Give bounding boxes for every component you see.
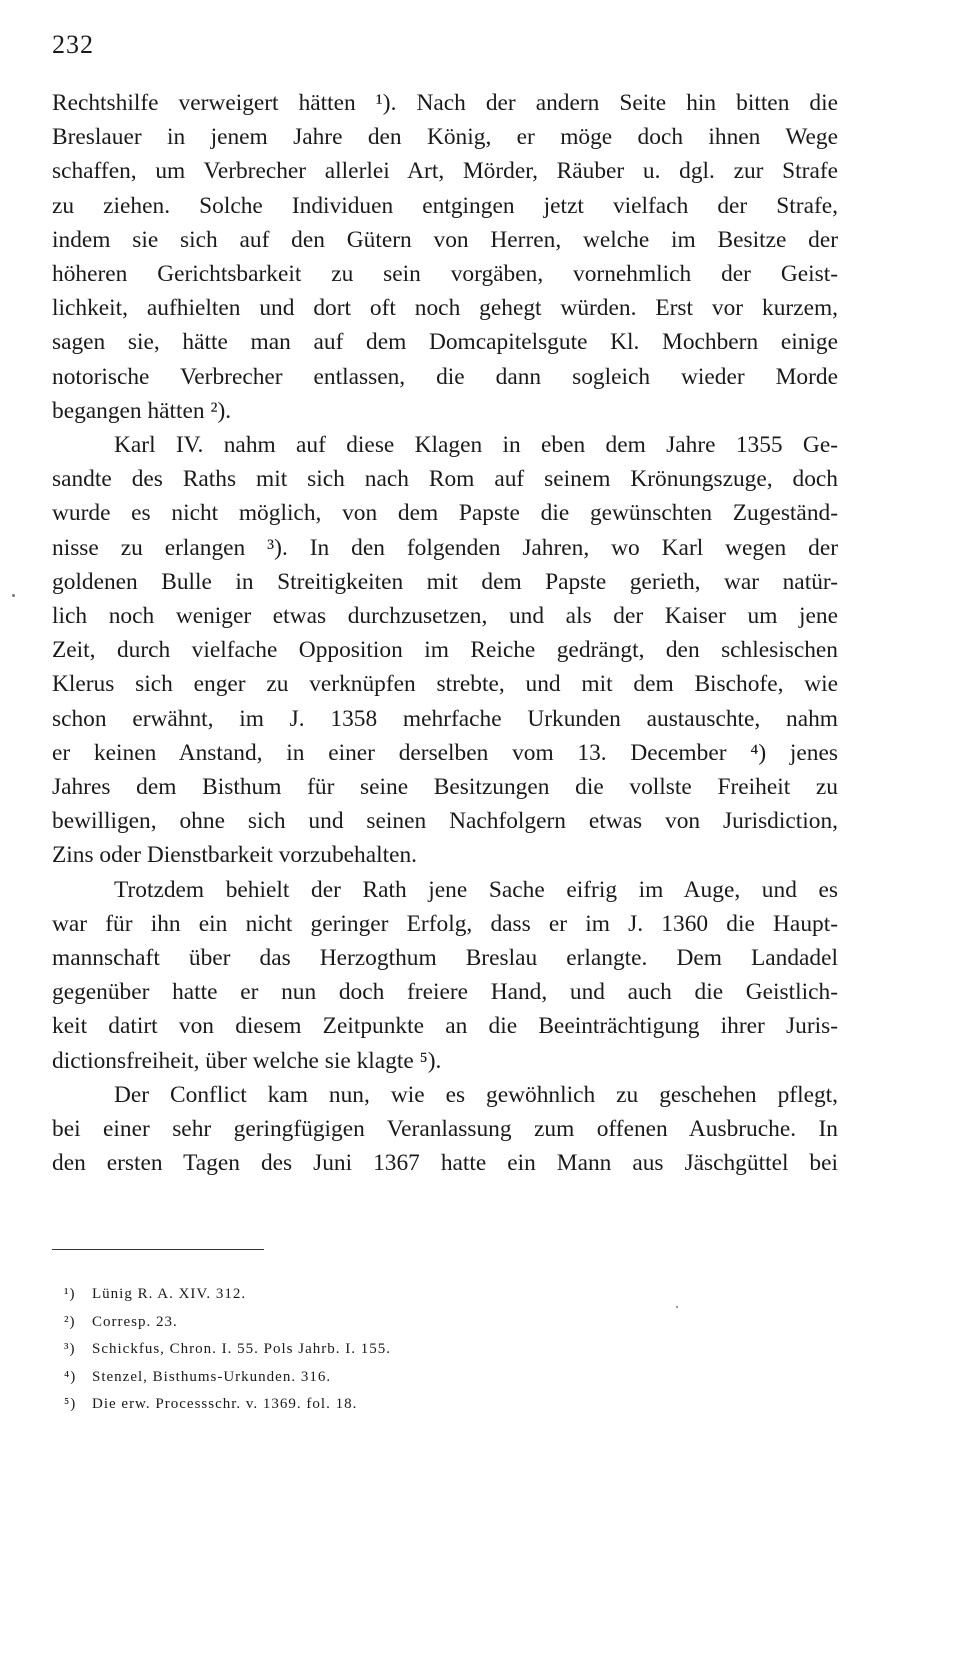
footnote-1 [64, 1281, 391, 1309]
text-line: mannschaft über das Herzogthum Breslau erlangte. Dem Landadel [52, 945, 838, 972]
footnote-text: Corresp. 23. [92, 1313, 178, 1330]
footnote-5 [64, 1391, 391, 1419]
text-line: dictionsfreiheit, über welche sie klagte ⁵). [52, 1047, 442, 1074]
text-line: Klerus sich enger zu verknüpfen strebte, und mit dem Bischofe, wie [52, 671, 838, 698]
footnote-text: Die erw. Processschr. v. 1369. fol. 18. [92, 1396, 358, 1413]
footnote-mark: ³) [64, 1341, 76, 1358]
scan-speck [676, 1306, 678, 1308]
scan-speck [12, 594, 15, 597]
text-line: bei einer sehr geringfügigen Veranlassung zum offenen Ausbruche. In [52, 1116, 838, 1143]
text-line: den ersten Tagen des Juni 1367 hatte ein Mann aus Jäschgüttel bei [52, 1150, 838, 1177]
page-number: 232 [52, 30, 94, 59]
text-line: nisse zu erlangen ³). In den folgenden Jahren, wo Karl wegen der [52, 534, 838, 561]
footnote-mark: ⁵) [64, 1396, 77, 1413]
text-line: lich noch weniger etwas durchzusetzen, und als der Kaiser um jene [52, 603, 838, 630]
paragraph-1 [52, 86, 838, 428]
text-line: begangen hätten ²). [52, 397, 232, 424]
text-line: Rechtshilfe verweigert hätten ¹). Nach der andern Seite hin bitten die [52, 90, 838, 116]
text-line: schaffen, um Verbrecher allerlei Art, Mörder, Räuber u. dgl. zur Strafe [52, 158, 838, 185]
footnote-text: Stenzel, Bisthums-Urkunden. 316. [92, 1368, 332, 1385]
paragraph-4 [52, 1078, 838, 1181]
footnotes [64, 1281, 391, 1419]
text-line: zu ziehen. Solche Individuen entgingen jetzt vielfach der Strafe, [52, 192, 838, 219]
paragraph-3 [52, 873, 838, 1078]
text-line: wurde es nicht möglich, von dem Papste die gewünschten Zugeständ- [52, 500, 838, 527]
text-line: gegenüber hatte er nun doch freiere Hand, und auch die Geistlich- [52, 979, 838, 1006]
text-line: war für ihn ein nicht geringer Erfolg, dass er im J. 1360 die Haupt- [52, 910, 838, 937]
text-line: Jahres dem Bisthum für seine Besitzungen die vollste Freiheit zu [52, 774, 838, 801]
text-line: höheren Gerichtsbarkeit zu sein vorgäben, vornehmlich der Geist- [52, 261, 838, 288]
text-line: er keinen Anstand, in einer derselben vom 13. December ⁴) jenes [52, 739, 838, 766]
footnote-text: Schickfus, Chron. I. 55. Pols Jahrb. I. 155. [92, 1341, 391, 1358]
footnote-3 [64, 1336, 391, 1364]
text-line: keit datirt von diesem Zeitpunkte an die Beeinträchtigung ihrer Juris- [52, 1013, 838, 1040]
text-line: Der Conflict kam nun, wie es gewöhnlich zu geschehen pflegt, [114, 1081, 838, 1108]
footnote-mark: ¹) [64, 1286, 76, 1302]
footnote-4 [64, 1364, 391, 1392]
text-line: Zeit, durch vielfache Opposition im Reiche gedrängt, den schlesischen [52, 637, 838, 664]
text-line: goldenen Bulle in Streitigkeiten mit dem Papste gerieth, war natür- [52, 568, 838, 595]
text-line: Breslauer in jenem Jahre den König, er möge doch ihnen Wege [52, 124, 838, 151]
footnote-2 [64, 1309, 391, 1337]
text-line: Trotzdem behielt der Rath jene Sache eifrig im Auge, und es [114, 876, 838, 903]
text-line: Zins oder Dienstbarkeit vorzubehalten. [52, 842, 418, 869]
footnote-mark: ²) [64, 1313, 76, 1330]
footnote-separator [52, 1249, 264, 1250]
text-line: indem sie sich auf den Gütern von Herren, welche im Besitze der [52, 226, 838, 253]
text-line: schon erwähnt, im J. 1358 mehrfache Urkunden austauschte, nahm [52, 705, 838, 732]
footnote-text: Lünig R. A. XIV. 312. [92, 1286, 247, 1302]
footnote-mark: ⁴) [64, 1368, 77, 1385]
body-text [52, 86, 838, 1181]
text-line: lichkeit, aufhielten und dort oft noch gehegt würden. Erst vor kurzem, [52, 295, 838, 322]
text-line: sandte des Raths mit sich nach Rom auf seinem Krönungszuge, doch [52, 466, 838, 493]
text-line: sagen sie, hätte man auf dem Domcapitelsgute Kl. Mochbern einige [52, 329, 838, 356]
text-line: notorische Verbrecher entlassen, die dann sogleich wieder Morde [52, 363, 838, 390]
text-line: Karl IV. nahm auf diese Klagen in eben dem Jahre 1355 Ge- [114, 432, 838, 459]
text-line: bewilligen, ohne sich und seinen Nachfolgern etwas von Jurisdiction, [52, 808, 838, 835]
paragraph-2 [52, 428, 838, 873]
